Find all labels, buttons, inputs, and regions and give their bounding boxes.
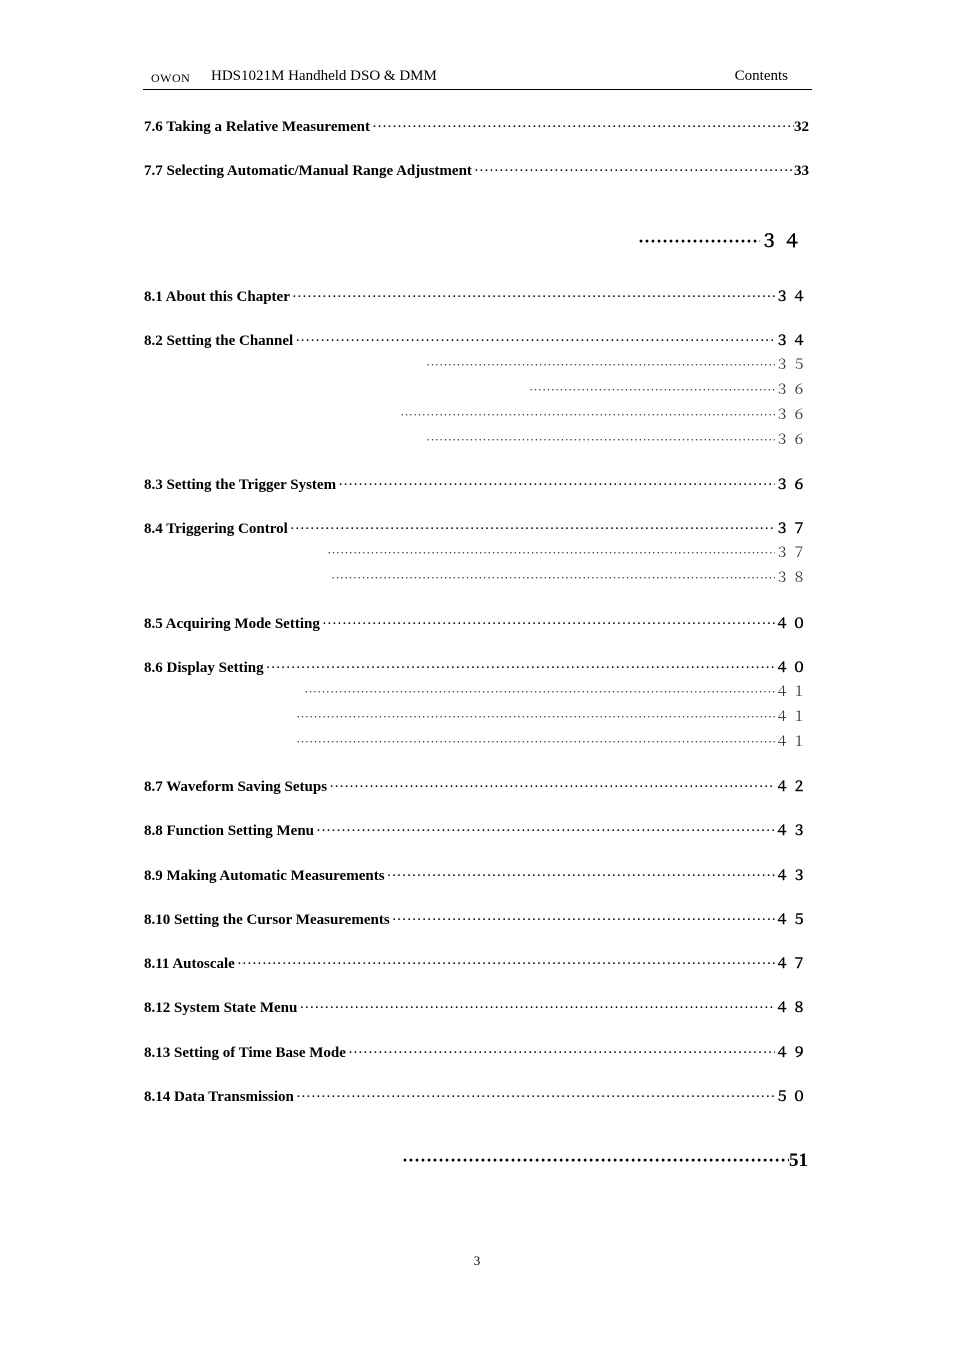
- toc-entry[interactable]: [144, 474, 809, 494]
- toc-leader: [472, 163, 794, 180]
- toc-entry-label: 8.11 Autoscale: [144, 956, 235, 972]
- toc-leader: [235, 956, 775, 973]
- toc-entry-label: 8.6 Display Setting: [144, 660, 264, 676]
- page-header: [143, 66, 812, 90]
- toc-leader: [293, 333, 775, 350]
- toc-subentry[interactable]: [325, 542, 809, 562]
- toc-subentry[interactable]: [329, 567, 809, 587]
- toc-subentry[interactable]: [424, 354, 809, 374]
- toc-entry-page: ３６: [775, 407, 809, 423]
- toc-entry-page: ４２: [775, 779, 809, 795]
- toc-entry-page: ３４: [775, 333, 809, 349]
- toc-subentry[interactable]: [294, 706, 809, 726]
- toc-entry-label: 8.12 System State Menu: [144, 1000, 298, 1016]
- toc-leader: [327, 779, 775, 796]
- toc-entry[interactable]: [144, 657, 809, 677]
- toc-entry-label: 7.7 Selecting Automatic/Manual Range Adjustment: [144, 163, 472, 179]
- toc-leader: [320, 616, 775, 633]
- toc-entry-page: ４８: [775, 1000, 809, 1016]
- toc-subentry[interactable]: [398, 404, 809, 424]
- toc-entry-label: 8.14 Data Transmission: [144, 1089, 294, 1105]
- toc-entry-page: ３６: [775, 477, 809, 493]
- toc-entry-label: 8.9 Making Automatic Measurements: [144, 868, 385, 884]
- toc-entry-label: 8.7 Waveform Saving Setups: [144, 779, 328, 795]
- toc-entry-page: ４７: [775, 956, 809, 972]
- toc-leader: [398, 407, 775, 423]
- toc-leader: [385, 868, 775, 885]
- toc-entry-label: 7.6 Taking a Relative Measurement: [144, 119, 370, 135]
- toc-entry[interactable]: [144, 1042, 809, 1062]
- toc-entry-page: ３８: [775, 570, 809, 586]
- toc-leader: [400, 1150, 789, 1171]
- toc-leader: [314, 823, 775, 840]
- toc-entry-page: ３４: [760, 231, 806, 252]
- header-title: HDS1021M Handheld DSO & DMM: [211, 68, 437, 84]
- toc-subentry[interactable]: [302, 681, 809, 701]
- toc-entry-label: 8.5 Acquiring Mode Setting: [144, 616, 320, 632]
- toc-entry-page: ３６: [775, 432, 809, 448]
- toc-entry-page: ４１: [775, 684, 809, 700]
- toc-leader: [325, 545, 775, 561]
- toc-entry[interactable]: [144, 909, 809, 929]
- toc-entry[interactable]: [144, 1086, 809, 1106]
- toc-leader: [424, 432, 775, 448]
- toc-leader: [294, 1089, 775, 1106]
- toc-entry[interactable]: [144, 820, 809, 840]
- toc-leader: [636, 231, 760, 252]
- toc-leader: [264, 660, 775, 677]
- toc-entry-label: 8.10 Setting the Cursor Measurements: [144, 912, 390, 928]
- toc-entry-page: 51: [789, 1150, 808, 1171]
- toc-leader: [302, 684, 775, 700]
- toc-entry[interactable]: [144, 997, 809, 1017]
- toc-leader: [346, 1045, 775, 1062]
- toc-leader: [370, 119, 794, 136]
- toc-subentry[interactable]: [527, 379, 809, 399]
- toc-entry-page: 32: [794, 119, 809, 135]
- toc-leader: [290, 289, 775, 306]
- toc-entry-page: ４０: [775, 616, 809, 632]
- toc-subentry[interactable]: [294, 731, 809, 751]
- toc-entry-label: 8.13 Setting of Time Base Mode: [144, 1045, 346, 1061]
- header-section: Contents: [734, 68, 788, 84]
- toc-entry[interactable]: [144, 776, 809, 796]
- toc-entry-page: ４１: [775, 709, 809, 725]
- toc-entry-page: ３７: [775, 521, 809, 537]
- toc-leader: [390, 912, 775, 929]
- toc-entry-page: ３６: [775, 382, 809, 398]
- toc-entry-page: ５０: [775, 1089, 809, 1105]
- toc-entry[interactable]: [144, 613, 809, 633]
- toc-entry-page: ４３: [775, 868, 809, 884]
- toc-entry-page: ３５: [775, 357, 809, 373]
- toc-entry-label: 8.4 Triggering Control: [144, 521, 288, 537]
- toc-leader: [336, 477, 775, 494]
- toc-entry[interactable]: [144, 163, 809, 183]
- toc-leader: [297, 1000, 775, 1017]
- toc-leader: [527, 382, 775, 398]
- toc-entry[interactable]: [144, 119, 809, 139]
- toc-entry-label: 8.2 Setting the Channel: [144, 333, 294, 349]
- toc-entry[interactable]: [144, 953, 809, 973]
- toc-entry-label: 8.3 Setting the Trigger System: [144, 477, 337, 493]
- toc-entry-page: ４３: [775, 823, 809, 839]
- toc-entry-label: 8.8 Function Setting Menu: [144, 823, 315, 839]
- toc-leader: [329, 570, 775, 586]
- toc-entry-page: ４５: [775, 912, 809, 928]
- toc-chapter-entry[interactable]: [400, 1150, 808, 1176]
- toc-entry-page: ３４: [775, 289, 809, 305]
- toc-chapter-entry[interactable]: [636, 227, 806, 253]
- toc-entry[interactable]: [144, 286, 809, 306]
- header-brand: OWON: [151, 71, 191, 85]
- toc-leader: [424, 357, 775, 373]
- toc-subentry[interactable]: [424, 429, 809, 449]
- toc-leader: [294, 734, 775, 750]
- toc-entry[interactable]: [144, 865, 809, 885]
- toc-leader: [288, 521, 775, 538]
- toc-entry-label: 8.1 About this Chapter: [144, 289, 290, 305]
- toc-entry-page: ４１: [775, 734, 809, 750]
- toc-entry-page: ４９: [775, 1045, 809, 1061]
- toc-entry-page: ３７: [775, 545, 809, 561]
- toc-entry-page: 33: [794, 163, 809, 179]
- toc-entry[interactable]: [144, 518, 809, 538]
- toc-entry[interactable]: [144, 330, 809, 350]
- page-number: 3: [473, 1253, 481, 1268]
- toc-entry-page: ４０: [775, 660, 809, 676]
- toc-leader: [294, 709, 775, 725]
